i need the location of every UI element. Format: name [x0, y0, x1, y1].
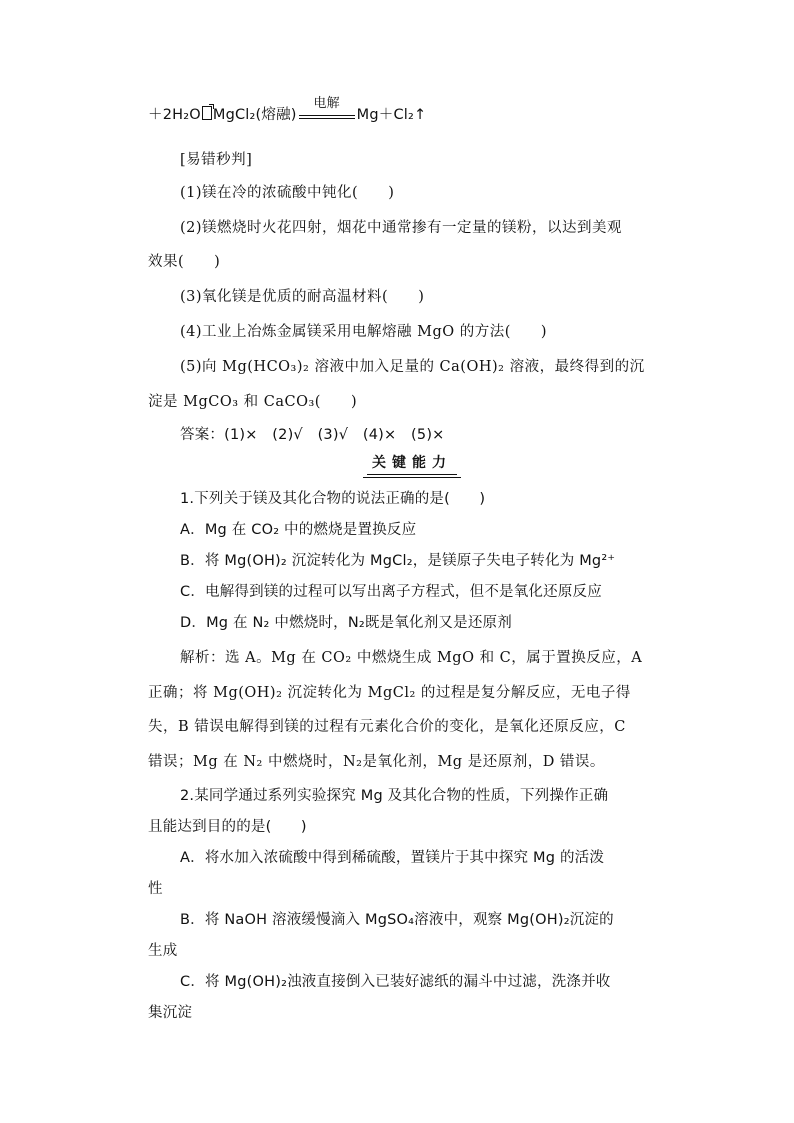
q2-option-b-cont: 生成 [148, 943, 178, 959]
judge-item: 淀是 MgCO₃ 和 CaCO₃( ) [148, 394, 358, 410]
q1-option-a: A．Mg 在 CO₂ 中的燃烧是置换反应 [180, 522, 417, 538]
reaction-arrow [299, 96, 355, 126]
q2-option-c-cont: 集沉淀 [148, 1005, 193, 1021]
q1-analysis: 正确；将 Mg(OH)₂ 沉淀转化为 MgCl₂ 的过程是复分解反应，无电子得 [148, 685, 631, 701]
q2-stem: 且能达到目的的是( ) [148, 819, 307, 835]
judge-item: (5)向 Mg(HCO₃)₂ 溶液中加入足量的 Ca(OH)₂ 溶液，最终得到的沉 [180, 359, 645, 375]
q1-option-c: C．电解得到镁的过程可以写出离子方程式，但不是氧化还原反应 [180, 584, 602, 600]
judge-item: (3)氧化镁是优质的耐高温材料( ) [180, 289, 425, 305]
q1-analysis: 解析：选 A。Mg 在 CO₂ 中燃烧生成 MgO 和 C，属于置换反应，A [180, 650, 643, 666]
q2-stem: 2.某同学通过系列实验探究 Mg 及其化合物的性质，下列操作正确 [180, 788, 609, 804]
q1-stem: 1.下列关于镁及其化合物的说法正确的是( ) [180, 491, 486, 507]
judge-answer: 答案：(1)× (2)√ (3)√ (4)× (5)× [180, 427, 445, 443]
equation-products: Mg＋Cl₂↑ [356, 107, 427, 123]
missing-glyph-icon [202, 106, 212, 120]
judge-item: 效果( ) [148, 254, 221, 270]
q1-analysis: 错误；Mg 在 N₂ 中燃烧时，N₂是氧化剂，Mg 是还原剂，D 错误。 [148, 754, 605, 770]
judge-item: (2)镁燃烧时火花四射，烟花中通常掺有一定量的镁粉，以达到美观 [180, 220, 623, 236]
reaction-condition: 电解 [313, 96, 340, 111]
equation-prefix: ＋2H₂O [148, 107, 201, 123]
judge-heading: [易错秒判] [180, 152, 253, 168]
judge-item: (1)镁在冷的浓硫酸中钝化( ) [180, 185, 395, 201]
q1-option-d: D．Mg 在 N₂ 中燃烧时，N₂既是氧化剂又是还原剂 [180, 615, 512, 631]
section-title: 关键能力 [367, 452, 457, 475]
q1-analysis: 失，B 错误电解得到镁的过程有元素化合价的变化，是氧化还原反应，C [148, 719, 626, 735]
equation-line [148, 96, 748, 126]
q2-option-a: A．将水加入浓硫酸中得到稀硫酸，置镁片于其中探究 Mg 的活泼 [180, 850, 605, 866]
q2-option-b: B．将 NaOH 溶液缓慢滴入 MgSO₄溶液中，观察 Mg(OH)₂沉淀的 [180, 912, 614, 928]
equation-reactant: MgCl₂(熔融) [212, 107, 297, 123]
q2-option-c: C．将 Mg(OH)₂浊液直接倒入已装好滤纸的漏斗中过滤，洗涤并收 [180, 974, 611, 990]
judge-item: (4)工业上冶炼金属镁采用电解熔融 MgO 的方法( ) [180, 324, 548, 340]
q1-option-b: B．将 Mg(OH)₂ 沉淀转化为 MgCl₂，是镁原子失电子转化为 Mg²⁺ [180, 553, 616, 569]
q2-option-a-cont: 性 [148, 881, 163, 897]
